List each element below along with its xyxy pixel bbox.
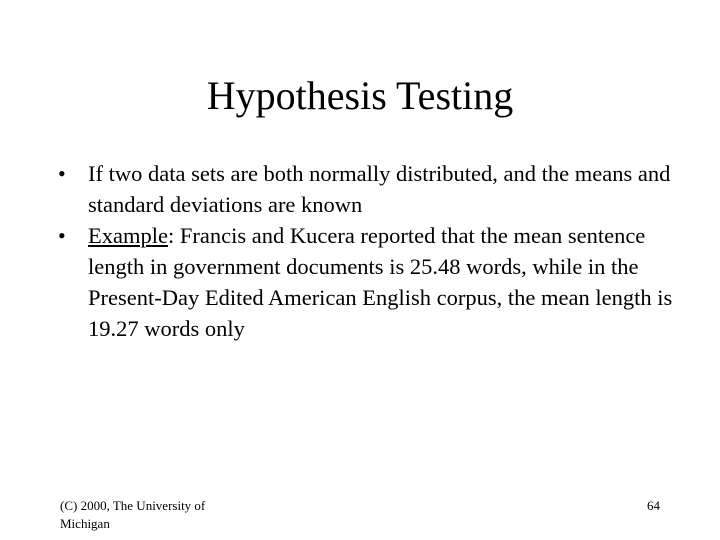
bullet-marker: • [58, 223, 66, 248]
footer-copyright: (C) 2000, The University of Michigan [60, 498, 206, 531]
example-separator: : [167, 223, 175, 248]
bullet-item [58, 220, 678, 344]
slide-title: Hypothesis Testing [206, 73, 514, 118]
page-number: 64 [647, 498, 660, 513]
example-label: Example [88, 223, 168, 248]
bullet-marker: • [58, 161, 66, 186]
bullet-text: If two data sets are both normally distributed, and the means and standard deviations are known [88, 161, 671, 217]
bullet-item [58, 158, 678, 220]
bullet-list [58, 158, 678, 344]
bullet-text: Francis and Kucera reported that the mean sentence length in government documents is 25.48 words, while in the Present-Day Edited American English corpus, the mean length is 19.27 words only [88, 223, 673, 341]
